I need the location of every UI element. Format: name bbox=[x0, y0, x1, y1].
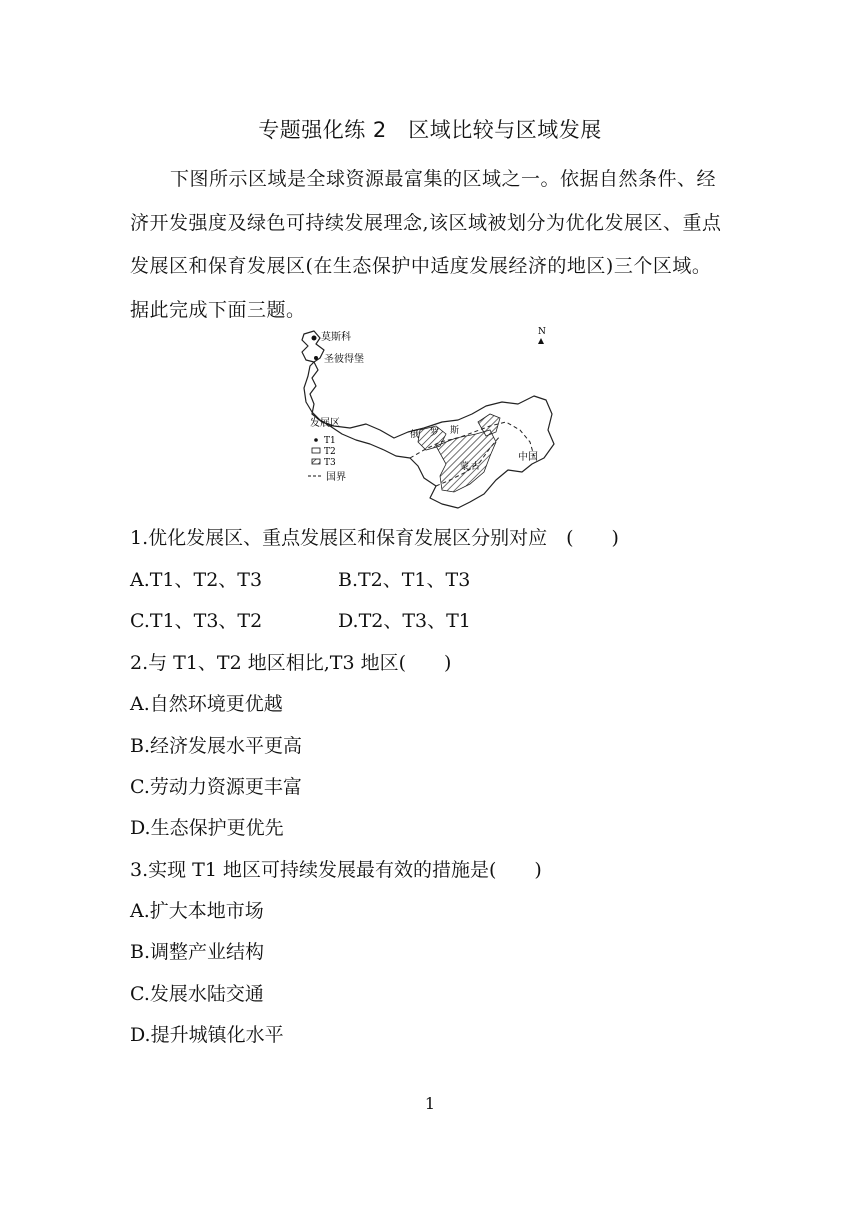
region-map bbox=[290, 322, 575, 514]
legend-title: 发展区 bbox=[310, 418, 340, 429]
north-label: N bbox=[538, 327, 546, 337]
legend-t3: T3 bbox=[324, 458, 336, 468]
question-3-option-b: B.调整产业结构 bbox=[130, 941, 265, 963]
question-3-option-c: C.发展水陆交通 bbox=[130, 983, 264, 1005]
city-st-petersburg: 圣彼得堡 bbox=[324, 354, 364, 365]
label-luo: 罗 bbox=[430, 428, 440, 438]
question-2-option-a: A.自然环境更优越 bbox=[130, 693, 283, 715]
question-1-option-d: D.T2、T3、T1 bbox=[338, 610, 471, 632]
question-3-stem: 3.实现 T1 地区可持续发展最有效的措施是( ) bbox=[130, 859, 542, 881]
legend-t2: T2 bbox=[324, 447, 336, 457]
label-china: 中国 bbox=[518, 452, 538, 463]
question-2-option-c: C.劳动力资源更丰富 bbox=[130, 776, 302, 798]
moscow-dot bbox=[312, 336, 317, 341]
label-meng: 蒙 bbox=[460, 462, 470, 472]
intro-text: 下图所示区域是全球资源最富集的区域之一。依据自然条件、经济开发强度及绿色可持续发展理念,该区域被划分为优化发展区、重点发展区和保育发展区(在生态保护中适度发展经济的地区)三个区域。据此完成下面三题。 bbox=[130, 168, 722, 321]
question-1-option-a: A.T1、T2、T3 bbox=[130, 569, 263, 591]
question-2-stem: 2.与 T1、T2 地区相比,T3 地区( ) bbox=[130, 652, 452, 674]
page-title: 专题强化练 2 区域比较与区域发展 bbox=[258, 118, 602, 142]
legend-border: 国界 bbox=[326, 472, 346, 483]
question-3-option-d: D.提升城镇化水平 bbox=[130, 1024, 284, 1046]
north-arrow-icon bbox=[538, 338, 544, 344]
question-1-option-c: C.T1、T3、T2 bbox=[130, 610, 263, 632]
city-moscow: 莫斯科 bbox=[321, 332, 351, 343]
label-si: 斯 bbox=[450, 426, 460, 436]
label-e: 俄 bbox=[410, 430, 420, 440]
intro-paragraph bbox=[130, 158, 730, 332]
label-gu: 古 bbox=[471, 462, 481, 472]
question-3-option-a: A.扩大本地市场 bbox=[130, 900, 264, 922]
legend-t2-symbol bbox=[312, 448, 320, 453]
legend-t3-symbol bbox=[312, 459, 320, 464]
question-1-stem: 1.优化发展区、重点发展区和保育发展区分别对应 ( ) bbox=[130, 527, 619, 549]
legend-t1-symbol bbox=[314, 438, 318, 442]
question-1-option-b: B.T2、T1、T3 bbox=[338, 569, 471, 591]
page-number: 1 bbox=[424, 1094, 436, 1113]
question-2-option-b: B.经济发展水平更高 bbox=[130, 735, 303, 757]
question-2-option-d: D.生态保护更优先 bbox=[130, 817, 284, 839]
stpetersburg-dot bbox=[314, 356, 318, 360]
legend-t1: T1 bbox=[324, 436, 336, 446]
